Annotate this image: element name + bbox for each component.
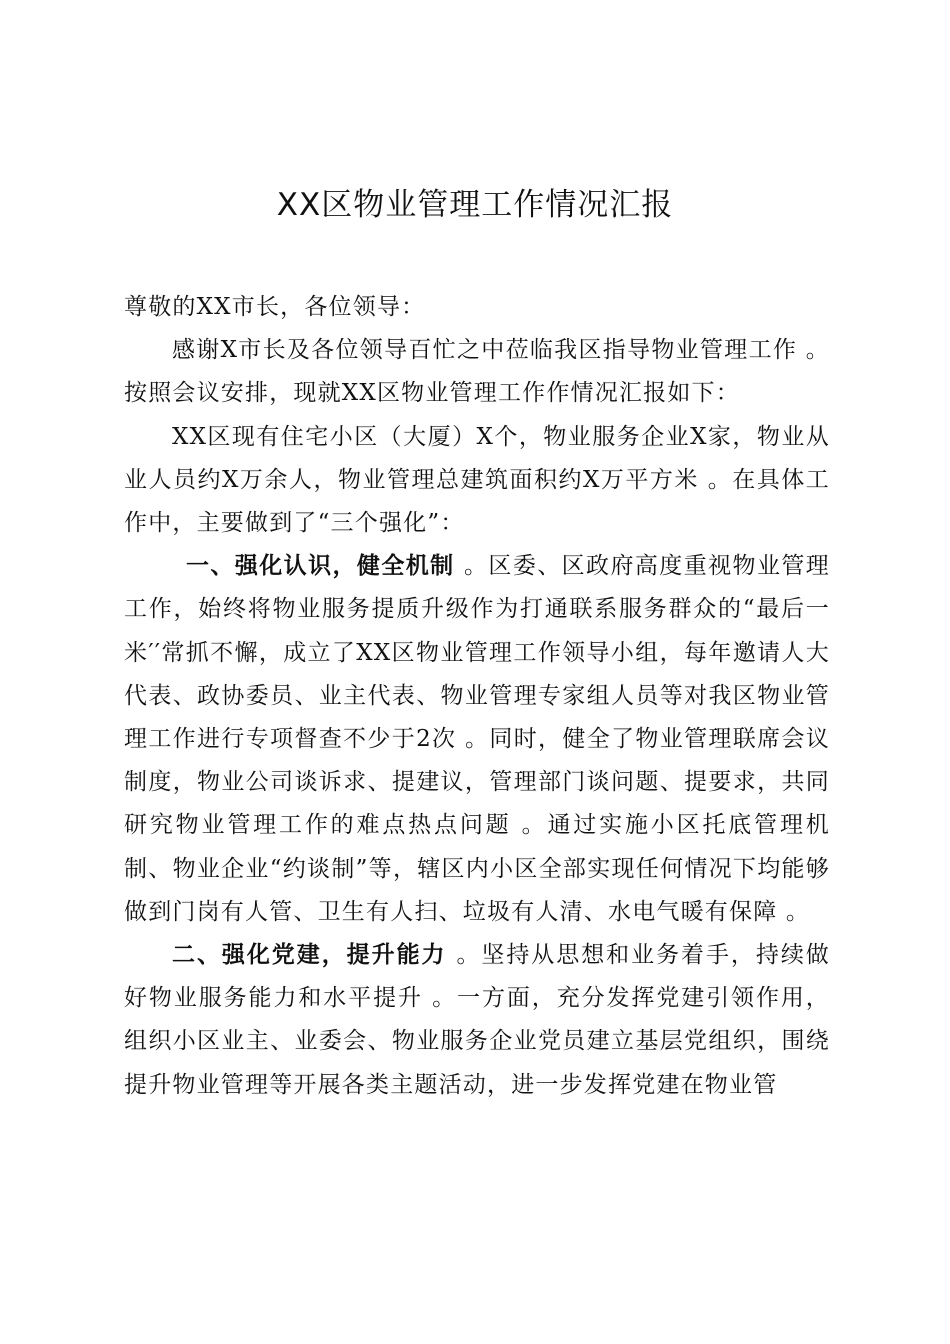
section-1-heading: 一、强化认识，健全机制 [186,553,464,580]
overview-paragraph: XX区现有住宅小区（大厦）X个，物业服务企业X家，物业从业人员约X万余人，物业管理总建筑面积约X万平方米 。在具体工作中，主要做到了“三个强化”： [124,423,830,537]
section-2-text: 。坚持从思想和业务着手，持续做好物业服务能力和水平提升 。一方面，充分发挥党建引领作用，组织小区业主、业委会、物业服务企业党员建立基层党组织，围绕提升物业管理等开展各类主题活动，进一步发挥党建在物业管 [124,942,830,1098]
document-body [124,286,830,1107]
section-2-paragraph [124,934,830,1107]
section-1-paragraph [124,545,830,934]
section-1-text: 。区委、区政府高度重视物业管理工作，始终将物业服务提质升级作为打通联系服务群众的“最后一米′′常抓不懈，成立了XX区物业管理工作领导小组，每年邀请人大代表、政协委员、业主代表、物业管理专家组人员等对我区物业管理工作进行专项督查不少于2次 。同时，健全了物业管理联席会议制度，物业公司谈诉求、提建议，管理部门谈问题、提要求，共同研究物业管理工作的难点热点问题 。通过实施小区托底管理机制、物业企业“约谈制”等，辖区内小区全部实现任何情况下均能够做到门岗有人管、卫生有人扫、垃圾有人清、水电气暖有保障 。 [124,553,830,925]
salutation: 尊敬的XX市长，各位领导： [124,294,426,320]
section-2-heading: 二、强化党建，提升能力 [172,942,457,969]
document-title: XX区物业管理工作情况汇报 [276,187,674,223]
intro-paragraph: 感谢X市长及各位领导百忙之中莅临我区指导物业管理工作 。按照会议安排，现就XX区物业管理工作作情况汇报如下： [124,337,830,407]
